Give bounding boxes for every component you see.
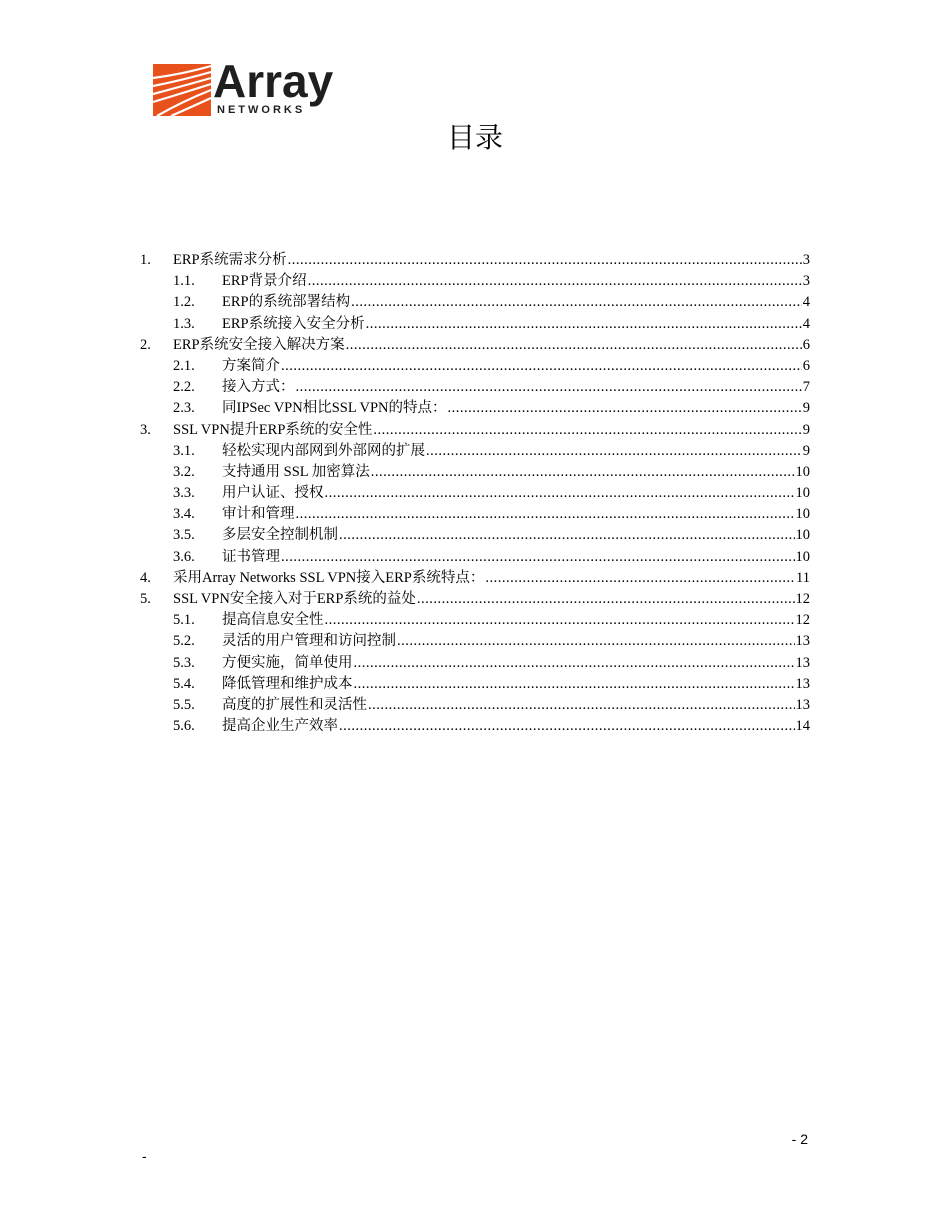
toc-entry-label: SSL VPN安全接入对于ERP系统的益处: [173, 591, 416, 607]
footer-dash: -: [142, 1148, 147, 1164]
toc-entry-label: SSL VPN提升ERP系统的安全性: [173, 421, 373, 438]
toc-entry-label: ERP系统需求分析: [173, 252, 287, 268]
toc-entry-page: 10: [795, 548, 810, 565]
toc-entry-page: 12: [795, 591, 810, 607]
toc-entry-number: 2.1.: [173, 357, 195, 374]
toc-entry-label: 轻松实现内部网到外部网的扩展: [222, 442, 425, 459]
toc-entry-page: 6: [802, 357, 810, 374]
toc-entry[interactable]: [140, 674, 810, 695]
toc-entry-page: 13: [795, 654, 810, 671]
toc-entry-label: ERP背景介绍: [222, 273, 307, 290]
toc-entry-number: 3.: [140, 421, 151, 438]
toc-entry-number: 3.1.: [173, 442, 195, 459]
toc-leader-dots: [366, 314, 802, 335]
toc-entry-page: 7: [802, 379, 810, 396]
toc-entry[interactable]: [140, 250, 810, 271]
toc-entry[interactable]: [140, 716, 810, 737]
toc-leader-dots: [281, 356, 802, 377]
page-number: - 2: [791, 1131, 808, 1147]
toc-entry-page: 11: [796, 569, 810, 586]
toc-leader-dots: [281, 547, 795, 568]
toc-entry-label: 提高信息安全性: [222, 612, 324, 629]
toc-entry[interactable]: [140, 356, 810, 377]
toc-leader-dots: [325, 483, 795, 504]
toc-entry-page: 14: [795, 718, 810, 735]
toc-entry[interactable]: [140, 547, 810, 568]
toc-entry-page: 10: [795, 463, 810, 480]
toc-leader-dots: [485, 568, 795, 589]
toc-entry-number: 1.2.: [173, 294, 195, 311]
toc-entry[interactable]: [140, 462, 810, 483]
toc-entry[interactable]: [140, 377, 810, 398]
toc-entry-number: 5.1.: [173, 612, 195, 629]
toc-entry-label: 审计和管理: [222, 506, 295, 523]
logo-swoosh-icon: [153, 64, 211, 116]
toc-entry-page: 4: [802, 315, 810, 332]
toc-entry[interactable]: [140, 314, 810, 335]
toc-entry-label: 接入方式：: [222, 379, 295, 396]
toc-entry-number: 5.5.: [173, 696, 195, 713]
toc-entry-page: 13: [795, 696, 810, 713]
toc-entry-label: 降低管理和维护成本: [222, 675, 353, 692]
toc-entry-label: ERP系统安全接入解决方案: [173, 336, 345, 353]
toc-entry[interactable]: [140, 441, 810, 462]
toc-leader-dots: [308, 271, 802, 292]
toc-leader-dots: [373, 420, 801, 441]
array-networks-logo: [153, 55, 353, 120]
toc-entry[interactable]: [140, 589, 810, 610]
toc-entry-page: 9: [802, 421, 810, 438]
toc-entry-page: 10: [795, 527, 810, 544]
toc-entry-page: 3: [802, 273, 810, 290]
toc-entry-number: 2.2.: [173, 379, 195, 396]
toc-entry-number: 3.5.: [173, 527, 195, 544]
toc-leader-dots: [325, 610, 795, 631]
toc-entry-label: 同IPSec VPN相比SSL VPN的特点：: [222, 400, 447, 417]
toc-entry[interactable]: [140, 695, 810, 716]
toc-leader-dots: [448, 398, 802, 419]
toc-entry-number: 3.3.: [173, 485, 195, 502]
toc-entry-number: 5.4.: [173, 675, 195, 692]
toc-entry-label: ERP系统接入安全分析: [222, 315, 365, 332]
logo-subtext: NETWORKS: [217, 104, 306, 116]
toc-entry-label: 采用Array Networks SSL VPN接入ERP系统特点：: [173, 569, 485, 586]
toc-entry-label: 支持通用 SSL 加密算法: [222, 463, 370, 480]
toc-leader-dots: [339, 716, 795, 737]
toc-entry[interactable]: [140, 504, 810, 525]
toc-leader-dots: [397, 631, 795, 652]
toc-leader-dots: [426, 441, 802, 462]
toc-entry-label: 高度的扩展性和灵活性: [222, 696, 367, 713]
toc-entry-label: 证书管理: [222, 548, 280, 565]
toc-entry[interactable]: [140, 653, 810, 674]
toc-entry-page: 13: [795, 675, 810, 692]
toc-leader-dots: [354, 653, 795, 674]
toc-entry-number: 2.: [140, 336, 151, 353]
toc-entry[interactable]: [140, 335, 810, 356]
toc-leader-dots: [368, 695, 795, 716]
toc-entry-number: 5.6.: [173, 718, 195, 735]
toc-leader-dots: [351, 292, 802, 313]
toc-entry-page: 6: [802, 336, 810, 353]
toc-entry-label: 提高企业生产效率: [222, 718, 338, 735]
toc-entry-number: 1.1.: [173, 273, 195, 290]
toc-entry-label: 方便实施，简单使用: [222, 654, 353, 671]
toc-leader-dots: [417, 589, 795, 610]
toc-entry[interactable]: [140, 271, 810, 292]
toc-entry-label: 方案简介: [222, 357, 280, 374]
toc-entry[interactable]: [140, 483, 810, 504]
toc-entry-label: 灵活的用户管理和访问控制: [222, 633, 396, 650]
toc-leader-dots: [371, 462, 795, 483]
toc-entry-page: 10: [795, 485, 810, 502]
toc-entry-number: 1.: [140, 252, 151, 268]
toc-leader-dots: [288, 250, 802, 271]
toc-entry-page: 13: [795, 633, 810, 650]
table-of-contents: [140, 250, 810, 737]
toc-entry-page: 9: [802, 400, 810, 417]
toc-entry-number: 1.3.: [173, 315, 195, 332]
toc-entry-number: 5.2.: [173, 633, 195, 650]
page-title: 目录: [446, 123, 503, 154]
toc-entry-page: 12: [795, 612, 810, 629]
toc-leader-dots: [296, 504, 795, 525]
toc-entry-page: 10: [795, 506, 810, 523]
toc-entry-number: 5.: [140, 591, 151, 607]
toc-entry-label: 用户认证、授权: [222, 485, 324, 502]
toc-entry-number: 3.2.: [173, 463, 195, 480]
toc-entry[interactable]: [140, 398, 810, 419]
toc-leader-dots: [346, 335, 802, 356]
toc-leader-dots: [339, 525, 795, 546]
toc-entry[interactable]: [140, 631, 810, 652]
toc-entry-label: 多层安全控制机制: [222, 527, 338, 544]
logo-wordmark: Array: [213, 55, 334, 107]
toc-entry-number: 3.6.: [173, 548, 195, 565]
toc-entry[interactable]: [140, 420, 810, 441]
toc-entry[interactable]: [140, 610, 810, 631]
toc-leader-dots: [296, 377, 802, 398]
toc-entry-number: 4.: [140, 569, 151, 586]
toc-entry-number: 3.4.: [173, 506, 195, 523]
toc-entry[interactable]: [140, 568, 810, 589]
toc-entry-page: 9: [802, 442, 810, 459]
toc-entry[interactable]: [140, 292, 810, 313]
toc-leader-dots: [354, 674, 795, 695]
toc-entry-page: 4: [802, 294, 810, 311]
toc-entry[interactable]: [140, 525, 810, 546]
toc-entry-number: 5.3.: [173, 654, 195, 671]
toc-entry-label: ERP的系统部署结构: [222, 294, 351, 311]
toc-entry-page: 3: [802, 252, 810, 268]
toc-entry-number: 2.3.: [173, 400, 195, 417]
